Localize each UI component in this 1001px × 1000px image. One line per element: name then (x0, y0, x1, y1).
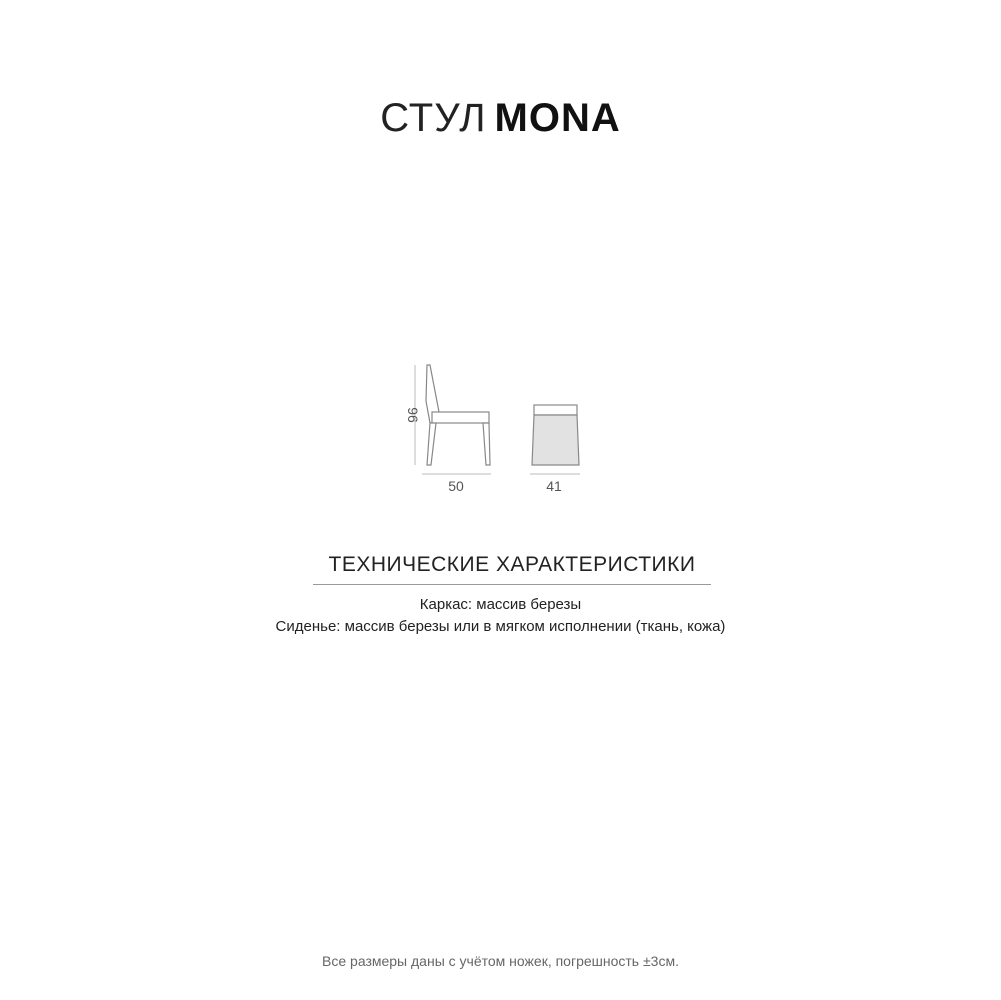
title-product-name: MONA (494, 95, 621, 140)
spec-frame: Каркас: массив березы (419, 596, 582, 613)
chair-side-view (426, 365, 490, 465)
width-label: 41 (546, 478, 562, 494)
height-label: 96 (405, 407, 421, 423)
page-title (0, 93, 1001, 143)
depth-label: 50 (448, 478, 464, 494)
footer-note: Все размеры даны с учётом ножек, погрешность ±3см. (322, 953, 679, 969)
spec-seat: Сиденье: массив березы или в мягком исполнении (ткань, кожа) (275, 618, 726, 635)
specs-list (0, 594, 1001, 638)
title-prefix: СТУЛ (380, 95, 487, 140)
specs-heading: ТЕХНИЧЕСКИЕ ХАРАКТЕРИСТИКИ (313, 550, 711, 585)
chair-front-view (532, 405, 579, 465)
chair-dimension-drawing (390, 355, 610, 500)
